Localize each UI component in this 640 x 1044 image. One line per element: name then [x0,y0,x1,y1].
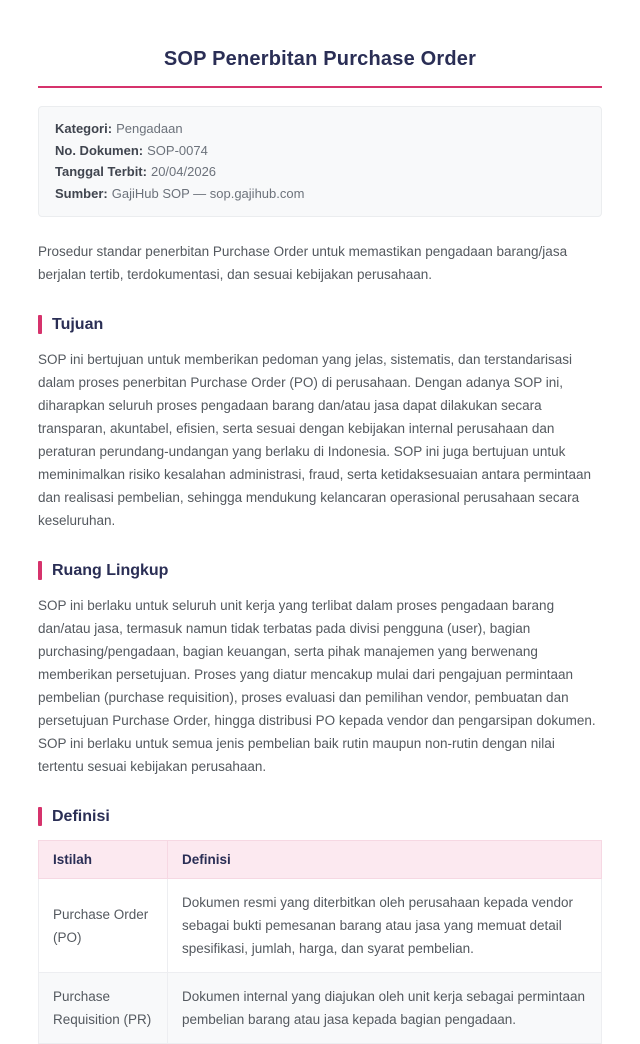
section-heading-definisi [38,807,602,826]
table-row [39,973,602,1044]
meta-row-sumber [55,183,585,205]
section-heading-tujuan [38,315,602,334]
table-header-istilah: Istilah [39,841,168,879]
definition-cell: Dokumen resmi yang diterbitkan oleh perusahaan kepada vendor sebagai bukti pemesanan barang atau jasa yang memuat detail spesifikasi, jumlah, harga, dan syarat pembelian. [168,879,602,973]
meta-label: No. Dokumen: [55,142,144,158]
definitions-table [38,840,602,1044]
table-header-definisi: Definisi [168,841,602,879]
term-cell: Purchase Order (PO) [39,879,168,973]
heading-accent-bar [38,807,42,826]
section-heading-ruang-lingkup [38,561,602,580]
term-cell: Purchase Requisition (PR) [39,973,168,1044]
section-body-tujuan: SOP ini bertujuan untuk memberikan pedoman yang jelas, sistematis, dan terstandarisasi dalam proses penerbitan Purchase Order (PO) di perusahaan. Dengan adanya SOP ini, diharapkan seluruh proses pengadaan barang dan/atau jasa dapat dilakukan secara transparan, akuntabel, efisien, serta sesuai dengan kebijakan internal perusahaan dan peraturan perundang-undangan yang berlaku di Indonesia. SOP ini juga bertujuan untuk meminimalkan risiko kesalahan administrasi, fraud, serta ketidaksesuaian antara permintaan dan realisasi pembelian, sehingga mendukung kelancaran operasional perusahaan secara keseluruhan. [38,352,592,528]
meta-value: GajiHub SOP — sop.gajihub.com [111,185,305,201]
meta-value: 20/04/2026 [150,164,217,179]
intro-paragraph: Prosedur standar penerbitan Purchase Order untuk memastikan pengadaan barang/jasa berjalan tertib, terdokumentasi, dan sesuai kebijakan perusahaan. [38,244,568,282]
page-title: SOP Penerbitan Purchase Order [163,48,477,70]
meta-row-no-dokumen [55,140,585,162]
definition-cell: Dokumen internal yang diajukan oleh unit kerja sebagai permintaan pembelian barang atau jasa kepada bagian pengadaan. [168,973,602,1044]
title-accent-rule [38,86,602,88]
section-body-ruang-lingkup: SOP ini berlaku untuk seluruh unit kerja yang terlibat dalam proses pengadaan barang dan/atau jasa, termasuk namun tidak terbatas pada divisi pengguna (user), bagian purchasing/pengadaan, bagian keuangan, serta pihak manajemen yang berwenang memberikan persetujuan. Proses yang diatur mencakup mulai dari pengajuan permintaan pembelian (purchase requisition), proses evaluasi dan pemilihan vendor, pembuatan dan persetujuan Purchase Order, hingga distribusi PO kepada vendor dan pengarsipan dokumen. SOP ini berlaku untuk semua jenis pembelian baik rutin maupun non-rutin dengan nilai tertentu sesuai kebijakan perusahaan. [38,598,596,774]
meta-row-tanggal-terbit [55,161,585,183]
meta-label: Tanggal Terbit: [55,164,147,179]
section-heading-label: Ruang Lingkup [52,561,169,579]
table-header-row [39,841,602,879]
meta-value: Pengadaan [116,121,183,136]
section-heading-label: Definisi [52,807,110,825]
table-row [39,879,602,973]
meta-label: Sumber: [55,185,108,201]
meta-row-kategori [55,118,585,140]
heading-accent-bar [38,561,42,580]
heading-accent-bar [38,315,42,334]
meta-value: SOP-0074 [147,142,208,158]
meta-label: Kategori: [55,121,113,136]
section-heading-label: Tujuan [52,315,104,333]
document-meta-card [38,106,602,217]
